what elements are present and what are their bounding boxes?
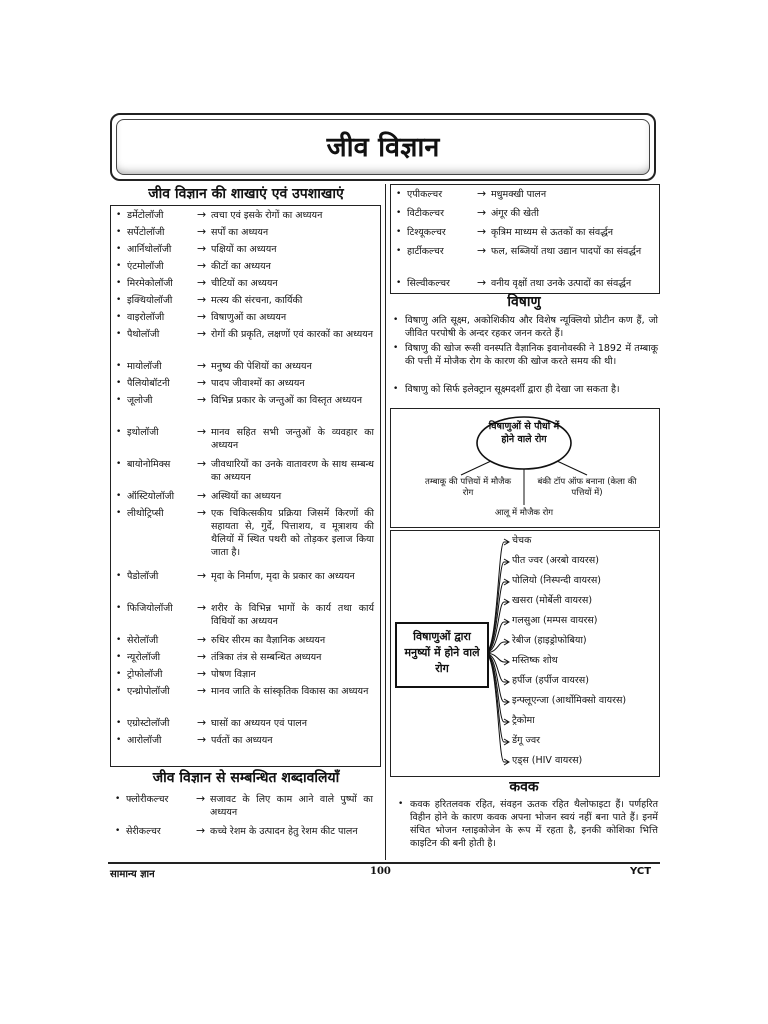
term-label: एंटमोलॉजी — [127, 261, 164, 272]
term-description: तंत्रिका तंत्र से सम्बन्धित अध्ययन — [211, 652, 322, 663]
arrow-icon: → — [197, 650, 207, 663]
fungus-text: कवक हरितलवक रहित, संवहन ऊतक रहित थैलोफाइटा हैं। पर्णहरित विहीन होने के कारण कवक अपना भोजन स्वयं नहीं बना पाते हैं। इनमें संचित भोजन ग्लाइकोजेन के रूप में रहता है, इनकी कोशिका भित्ति काइटिन की बनी होती है। — [410, 799, 658, 849]
footer-brand: YCT — [630, 866, 652, 877]
bullet: • — [398, 799, 404, 809]
term-description: अस्थियों का अध्ययन — [211, 491, 282, 502]
term-label: मायोलॉजी — [127, 361, 162, 372]
term-description: मृदा के निर्माण, मृदा के प्रकार का अध्ययन — [211, 571, 355, 582]
cultures-list — [390, 184, 660, 294]
term-label: हार्टीकल्चर — [407, 246, 444, 257]
term-description: मानव सहित सभी जन्तुओं के व्यवहार का अध्ययन — [211, 427, 374, 451]
term-label: सिल्वीकल्चर — [407, 278, 450, 289]
term-label: वाइरोलॉजी — [127, 312, 165, 323]
bullet: • — [116, 603, 122, 613]
arrow-icon: → — [197, 376, 207, 389]
term-label: मिरमेकोलॉजी — [127, 278, 173, 289]
arrow-icon: → — [197, 457, 207, 470]
term-description: फल, सब्जियों तथा उद्यान पादपों का संवर्द्धन — [491, 246, 642, 257]
arrow-icon: → — [197, 733, 207, 746]
arrow-icon: → — [197, 393, 207, 406]
term-label: ऑस्टियोलॉजी — [127, 491, 175, 502]
bullet: • — [116, 361, 122, 371]
term-description: वनीय वृक्षों तथा उनके उत्पादों का संवर्द्धन — [491, 278, 632, 289]
term-label: आर्निथोलॉजी — [127, 244, 172, 255]
arrow-icon: → — [197, 716, 207, 729]
term-description: मधुमक्खी पालन — [491, 189, 547, 200]
bullet: • — [116, 491, 122, 501]
arrow-icon: → — [197, 359, 207, 372]
arrow-icon: → — [477, 225, 487, 238]
term-description: मनुष्य की पेशियों का अध्ययन — [211, 361, 312, 372]
term-description: कृत्रिम माध्यम से ऊतकों का संवर्द्धन — [491, 227, 614, 238]
term-description: घासों का अध्ययन एवं पालन — [211, 718, 308, 729]
plant-diagram-center: विषाणुओं से पौधों में होने वाले रोग — [488, 421, 560, 445]
human-diagram-center-box — [395, 622, 489, 688]
arrow-icon: → — [477, 187, 487, 200]
term-label: डर्मेटोलॉजी — [127, 210, 164, 221]
disease-label: पीत ज्वर (अरबो वायरस) — [512, 555, 599, 566]
arrow-icon: → — [196, 792, 206, 805]
plant-disease-diagram — [390, 408, 660, 528]
virus-point — [393, 314, 658, 340]
plant-diagram-left: तम्बाकू की पत्तियों में मौजैक रोग — [425, 477, 511, 498]
arrow-icon: → — [197, 569, 207, 582]
term-label: लीथोट्रिप्सी — [127, 508, 164, 519]
footer-subject: सामान्य ज्ञान — [110, 869, 155, 880]
term-label: सेरोलॉजी — [127, 635, 159, 646]
column-divider — [385, 184, 386, 860]
bullet: • — [116, 571, 122, 581]
bullet: • — [116, 295, 122, 305]
page-number: 100 — [370, 866, 391, 877]
disease-label: पोलियो (निस्पन्दी वायरस) — [512, 575, 602, 586]
disease-label: एड्स (HIV वायरस) — [512, 755, 583, 766]
bullet: • — [116, 278, 122, 288]
term-label: टिश्यूकल्चर — [407, 227, 446, 238]
term-description: रोगों की प्रकृति, लक्षणों एवं कारकों का अध्ययन — [211, 329, 374, 340]
bullet: • — [116, 378, 122, 388]
bullet: • — [116, 669, 122, 679]
term-description: मत्स्य की संरचना, कार्यिकी — [211, 295, 303, 306]
term-label: पैलियोबॉटनी — [127, 378, 170, 389]
title-banner — [110, 113, 656, 181]
virus-heading: विषाणु — [507, 294, 541, 310]
bullet: • — [116, 261, 122, 271]
bullet: • — [116, 395, 122, 405]
arrow-icon: → — [197, 684, 207, 697]
term-label: सेरीकल्चर — [126, 826, 161, 837]
term-label: ट्रोफोलॉजी — [127, 669, 163, 680]
disease-label: इन्फ्लूएन्जा (आर्थोमिक्सो वायरस) — [512, 695, 627, 706]
bullet: • — [116, 652, 122, 662]
arrow-icon: → — [197, 633, 207, 646]
term-label: एग्रोस्टोलॉजी — [127, 718, 170, 729]
disease-label: गलसुआ (मम्पस वायरस) — [512, 615, 598, 626]
term-description: जीवधारियों का उनके वातावरण के साथ सम्बन्ध का अध्ययन — [211, 459, 374, 483]
bullet: • — [115, 794, 121, 804]
term-description: विभिन्न प्रकार के जन्तुओं का विस्तृत अध्ययन — [211, 395, 363, 406]
terms-heading: जीव विज्ञान से सम्बन्धित शब्दावलियाँ — [152, 770, 340, 786]
disease-label: मस्तिष्क शोथ — [512, 655, 558, 666]
plant-diagram-bottom: आलू में मौजैक रोग — [494, 508, 554, 518]
virus-point-text: विषाणु को सिर्फ इलेक्ट्रान सूक्ष्मदर्शी द्वारा ही देखा जा सकता है। — [405, 384, 620, 395]
term-label: इथोलॉजी — [127, 427, 159, 438]
term-description: सर्पों का अध्ययन — [211, 227, 269, 238]
virus-point — [393, 383, 658, 396]
term-label: सर्पेटोलॉजी — [127, 227, 165, 238]
term-label: न्यूरोलॉजी — [127, 652, 161, 663]
fungus-heading: कवक — [509, 779, 539, 795]
term-description: सजावट के लिए काम आने वाले पुष्पों का अध्ययन — [210, 794, 373, 818]
term-description: पक्षियों का अध्ययन — [211, 244, 277, 255]
term-label: एपीकल्चर — [407, 189, 443, 200]
term-description: पोषण विज्ञान — [211, 669, 256, 680]
term-description: पादप जीवाश्मों का अध्ययन — [211, 378, 305, 389]
bullet: • — [393, 315, 399, 325]
branches-heading: जीव विज्ञान की शाखाएं एवं उपशाखाएं — [148, 186, 344, 202]
term-label: पैथोलॉजी — [127, 329, 160, 340]
bullet: • — [116, 508, 122, 518]
bullet: • — [393, 384, 399, 394]
bullet: • — [396, 246, 402, 256]
disease-label: खसरा (मोर्बेली वायरस) — [512, 595, 593, 606]
bullet: • — [116, 686, 122, 696]
bullet: • — [116, 210, 122, 220]
term-description: त्वचा एवं इसके रोगों का अध्ययन — [211, 210, 323, 221]
virus-point — [393, 342, 658, 368]
plant-diagram-right: बंकी टॉप ऑफ बनाना (केला की पत्तियों में) — [537, 477, 637, 498]
disease-label: ट्रैकोमा — [512, 715, 535, 726]
arrow-icon: → — [196, 824, 206, 837]
arrow-icon: → — [477, 206, 487, 219]
arrow-icon: → — [197, 601, 207, 614]
term-description: एक चिकित्सकीय प्रक्रिया जिसमें किरणों की सहायता से, गुर्दे, पित्ताशय, व मूत्राशय की थैलियों में स्थित पथरी को तोड़कर इलाज किया जाता है। — [211, 508, 374, 558]
arrow-icon: → — [197, 667, 207, 680]
term-description: मानव जाति के सांस्कृतिक विकास का अध्ययन — [211, 686, 369, 697]
bullet: • — [116, 718, 122, 728]
virus-points — [393, 314, 658, 406]
term-label: आरोलॉजी — [127, 735, 162, 746]
arrow-icon: → — [197, 425, 207, 438]
arrow-icon: → — [197, 327, 207, 340]
arrow-icon: → — [197, 225, 207, 238]
disease-label: चेचक — [512, 535, 532, 546]
term-description: शरीर के विभिन्न भागों के कार्य तथा कार्य विधियों का अध्ययन — [211, 603, 374, 627]
term-label: फ्लोरीकल्चर — [126, 794, 169, 805]
bullet: • — [116, 427, 122, 437]
bullet: • — [116, 244, 122, 254]
branches-list — [110, 205, 381, 767]
arrow-icon: → — [197, 208, 207, 221]
arrow-icon: → — [197, 489, 207, 502]
disease-label: हर्पीज (हर्पीज वायरस) — [512, 675, 589, 686]
bullet: • — [396, 278, 402, 288]
bullet: • — [396, 189, 402, 199]
term-label: बायोनोमिक्स — [127, 459, 171, 470]
virus-point-text: विषाणु की खोज रूसी वनस्पति वैज्ञानिक इवानोवस्की ने 1892 में तम्बाकू की पत्ती में मोजैक रोग के कारण की खोज करते समय की थी। — [405, 343, 658, 367]
bullet: • — [396, 227, 402, 237]
bullet: • — [115, 826, 121, 836]
page-title: जीव विज्ञान — [326, 132, 440, 163]
term-description: अंगूर की खेती — [491, 208, 539, 219]
arrow-icon: → — [197, 259, 207, 272]
term-description: कच्चे रेशम के उत्पादन हेतु रेशम कीट पालन — [210, 826, 358, 837]
arrow-icon: → — [197, 242, 207, 255]
human-diagram-center: विषाणुओं द्वारा मनुष्यों में होने वाले रोग — [404, 630, 480, 675]
arrow-icon: → — [197, 310, 207, 323]
footer-rule — [108, 862, 660, 864]
disease-label: डेंगू ज्वर — [512, 735, 541, 746]
bullet: • — [116, 459, 122, 469]
bullet: • — [116, 635, 122, 645]
term-description: चीटियों का अध्ययन — [211, 278, 278, 289]
arrow-icon: → — [197, 293, 207, 306]
term-description: विषाणुओं का अध्ययन — [211, 312, 287, 323]
arrow-icon: → — [197, 506, 207, 519]
term-label: पैडोलॉजी — [127, 571, 159, 582]
disease-label: रेबीज (हाइड्रोफोबिया) — [512, 635, 587, 646]
arrow-icon: → — [477, 244, 487, 257]
bullet: • — [116, 735, 122, 745]
term-label: एन्थ्रोपोलॉजी — [127, 686, 170, 697]
term-label: इक्थियोलॉजी — [127, 295, 173, 306]
arrow-icon: → — [197, 276, 207, 289]
bullet: • — [396, 208, 402, 218]
virus-point-text: विषाणु अति सूक्ष्म, अकोशिकीय और विशेष न्यूक्लियो प्रोटीन कण हैं, जो जीवित परपोषी के अन्दर रहकर जनन करते हैं। — [405, 315, 658, 339]
bullet: • — [393, 343, 399, 353]
bullet: • — [116, 227, 122, 237]
bullet: • — [116, 329, 122, 339]
bullet: • — [116, 312, 122, 322]
terms-list — [110, 790, 379, 860]
term-description: रुधिर सीरम का वैज्ञानिक अध्ययन — [211, 635, 326, 646]
term-description: पर्वतों का अध्ययन — [211, 735, 273, 746]
term-label: विटीकल्चर — [407, 208, 444, 219]
fungus-paragraph — [398, 798, 658, 850]
term-label: फिजियोलॉजी — [127, 603, 173, 614]
term-label: जूलोजी — [127, 395, 153, 406]
arrow-icon: → — [477, 276, 487, 289]
term-description: कीटों का अध्ययन — [211, 261, 271, 272]
